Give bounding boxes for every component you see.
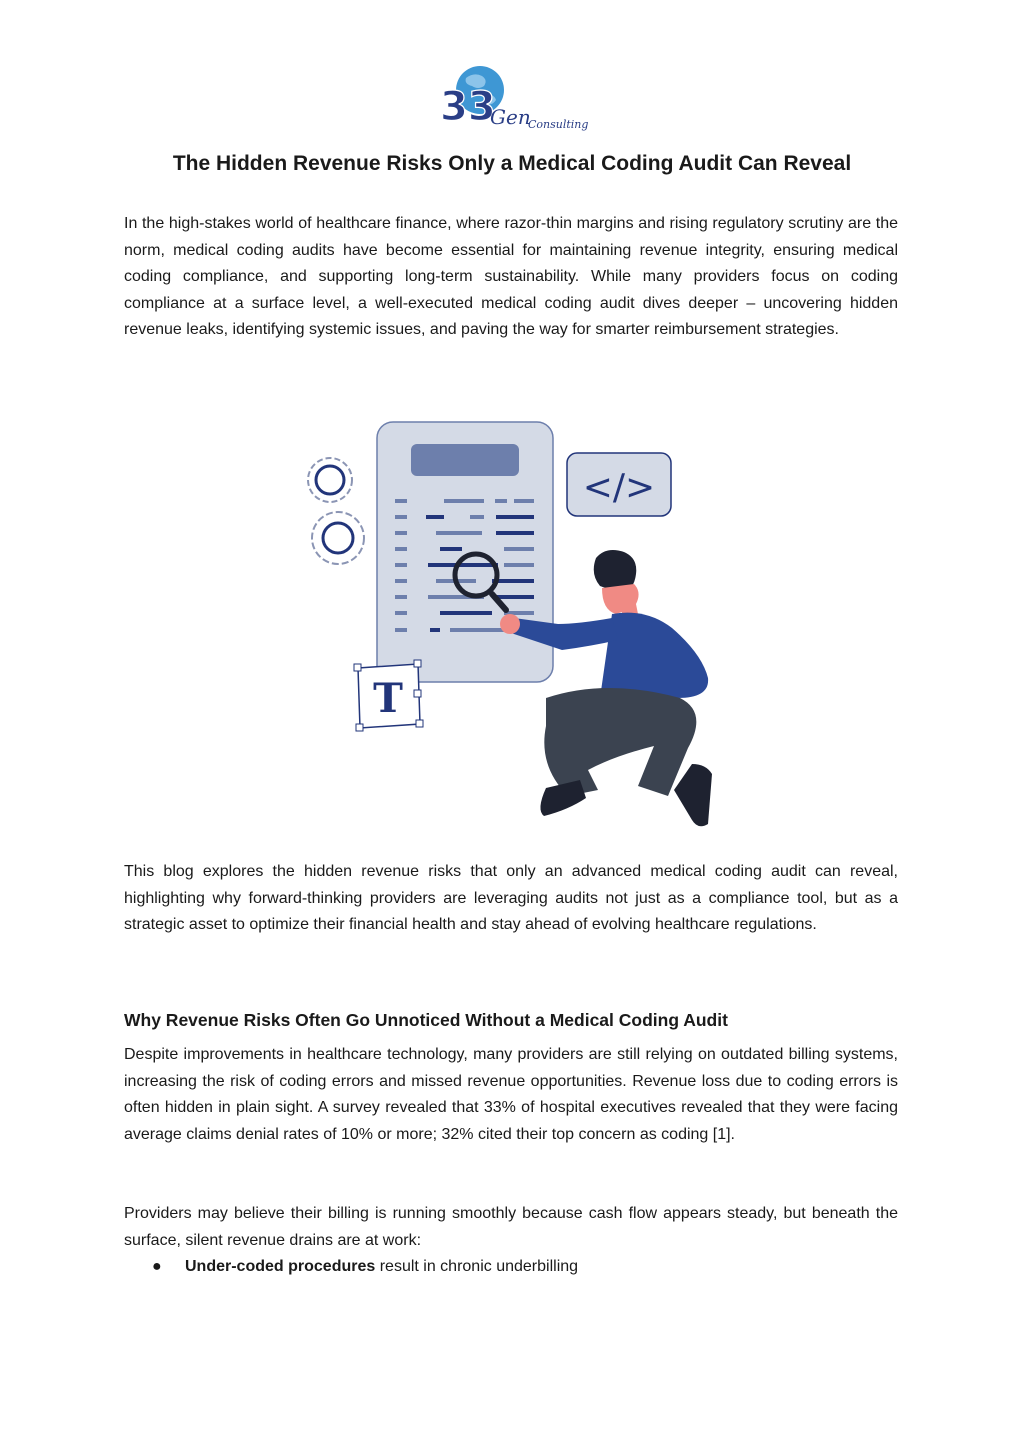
- section-paragraph-2: Providers may believe their billing is running smoothly because cash flow appears steady, but beneath the surface, silent revenue drains are at work:: [124, 1205, 898, 1249]
- text-tool-icon: [354, 660, 423, 731]
- gear-icon: [308, 458, 352, 502]
- bullet-text: [185, 1254, 578, 1280]
- intro-paragraph: In the high-stakes world of healthcare finance, where razor-thin margins and rising regulatory scrutiny are the norm, medical coding audits have become essential for maintaining revenue integrity, ensuring medical coding compliance, and supporting long-term sustainability. While many providers focus on coding compliance at a surface level, a well-executed medical coding audit dives deeper – uncovering hidden revenue leaks, identifying systemic issues, and paving the way for smarter reimbursement strategies.: [124, 215, 898, 339]
- gear-icon: [312, 512, 364, 564]
- section-paragraph-1: Despite improvements in healthcare technology, many providers are still relying on outdated billing systems, increasing the risk of coding errors and missed revenue opportunities. Revenue loss due to coding errors is often hidden in plain sight. A survey revealed that 33% of hospital executives revealed that they were facing average claims denial rates of 10% or more; 32% cited their top concern as coding [1].: [124, 1046, 898, 1143]
- audit-illustration: [300, 418, 730, 830]
- document-header-bar: [411, 444, 519, 476]
- bullet-marker: ●: [152, 1258, 162, 1275]
- blog-paragraph: This blog explores the hidden revenue risks that only an advanced medical coding audit can reveal, highlighting why forward-thinking providers are leveraging audits not just as a compliance tool, but as a strategic asset to optimize their financial health and stay ahead of evolving healthcare regulations.: [124, 863, 898, 934]
- logo-brand: Gen: [490, 105, 531, 129]
- logo-digits: 33: [440, 84, 496, 130]
- bullet-bold-text: Under-coded procedures: [185, 1258, 376, 1275]
- bullet-rest-text: result in chronic underbilling: [375, 1258, 579, 1275]
- code-tag-icon: [567, 453, 671, 516]
- svg-text:</>: </>: [582, 467, 656, 508]
- logo-suffix: Consulting: [528, 118, 588, 131]
- page-title: The Hidden Revenue Risks Only a Medical Coding Audit Can Reveal: [172, 152, 852, 175]
- section-heading: Why Revenue Risks Often Go Unnoticed Without a Medical Coding Audit: [124, 1010, 728, 1030]
- company-logo: [436, 64, 588, 140]
- svg-text:T: T: [373, 675, 403, 722]
